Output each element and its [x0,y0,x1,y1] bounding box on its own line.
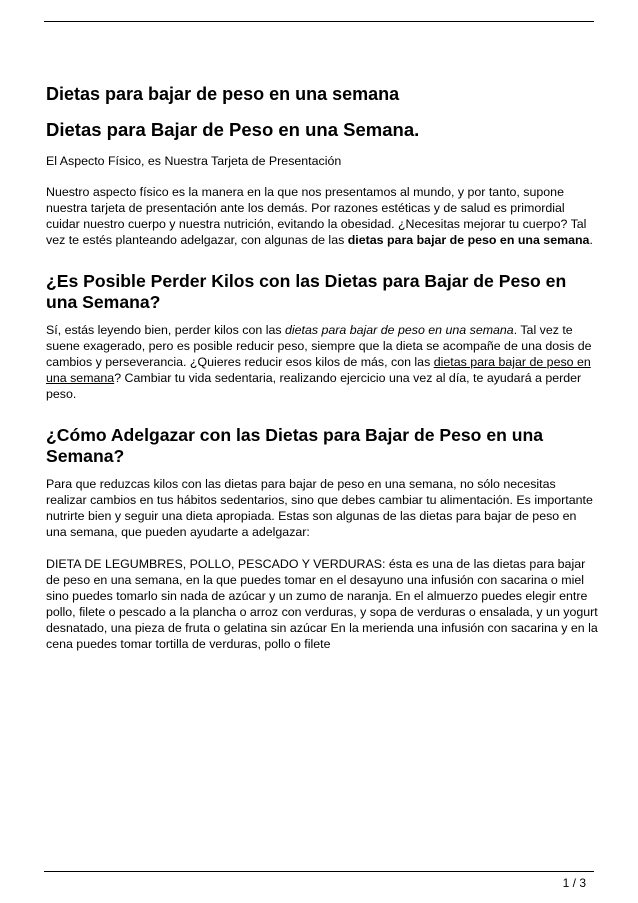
intro-keyword: dietas para bajar de peso en una semana [347,233,590,247]
s1-link[interactable]: dietas para bajar de peso en una semana [46,355,591,385]
section-heading-1: ¿Es Posible Perder Kilos con las Dietas para Bajar de Peso en una Semana? [46,271,567,312]
s1-keyword: dietas para bajar de peso en una semana [285,323,514,337]
section-1-paragraph [46,322,598,402]
document-title: Dietas para bajar de peso en una semana [46,84,400,104]
s1-text-2: . Tal vez te suene exagerado, pero es posible reducir peso, siempre que la dieta se acompañe de una dosis de cambios y perseverancia. ¿Quieres reducir esos kilos de más, con las [46,323,592,369]
page-number: 1 / 3 [562,876,586,890]
s1-text-3: ? Cambiar tu vida sedentaria, realizando ejercicio una vez al día, te ayudará a perder peso. [46,371,582,401]
footer-rule [44,871,594,872]
section-2-paragraph-1: Para que reduzcas kilos con las dietas para bajar de peso en una semana, no sólo necesitas realizar cambios en tus hábitos sedentarios, sino que debes cambiar tu alimentación. Es importante nutrirte bien y seguir una dieta apropiada. Estas son algunas de las dietas para bajar de peso en una semana, que pueden ayudarte a adelgazar: [46,477,593,539]
document-body [46,83,598,652]
section-2-paragraph-2: DIETA DE LEGUMBRES, POLLO, PESCADO Y VERDURAS: ésta es una de las dietas para bajar de peso en una semana, en la que puedes tomar en el desayuno una infusión con sacarina o miel sino puedes tomarlo sin nada de azúcar y un zumo de naranja. En el almuerzo puedes elegir entre pollo, filete o pescado a la plancha o arroz con verduras, y sopa de verduras o ensalada, y un yogurt desnatado, una pieza de fruta o gelatina sin azúcar En la merienda una infusión con sacarina y en la cena puedes tomar tortilla de verduras, pollo o filete [46,557,598,651]
page-heading: Dietas para Bajar de Peso en una Semana. [46,119,420,140]
section-heading-2: ¿Cómo Adelgazar con las Dietas para Bajar de Peso en una Semana? [46,425,544,466]
subtitle: El Aspecto Físico, es Nuestra Tarjeta de Presentación [46,154,342,168]
intro-paragraph [46,184,598,248]
s1-text-1: Sí, estás leyendo bien, perder kilos con las [46,323,285,337]
intro-text-2: . [589,233,593,247]
intro-text-1: Nuestro aspecto físico es la manera en la que nos presentamos al mundo, y por tanto, supone nuestra tarjeta de presentación ante los demás. Por razones estéticas y de salud es primordial cuidar nuestro cuerpo y nuestra nutrición, evitando la obesidad. ¿Necesitas mejorar tu cuerpo? Tal vez te estés planteando adelgazar, con algunas de las [46,185,587,247]
header-rule [44,21,594,22]
